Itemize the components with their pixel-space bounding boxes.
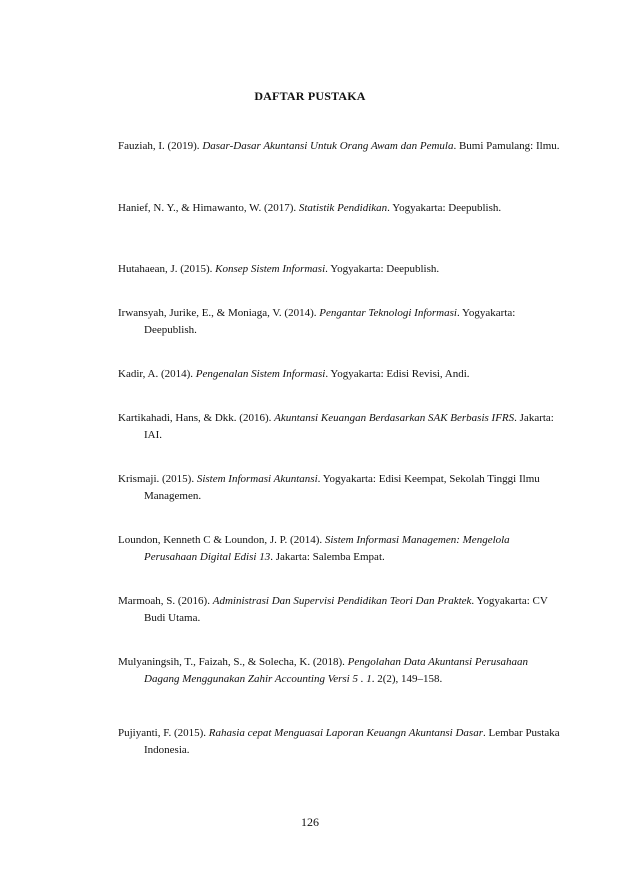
reference-title: Sistem Informasi Managemen: Mengelola Perusahaan Digital Edisi 13: [144, 534, 510, 563]
reference-title: Dasar-Dasar Akuntansi Untuk Orang Awam dan Pemula: [202, 140, 454, 152]
reference-authors-year: Pujiyanti, F. (2015).: [118, 727, 209, 739]
reference-authors-year: Mulyaningsih, T., Faizah, S., & Solecha, K. (2018).: [118, 656, 348, 668]
reference-entry: [118, 410, 564, 444]
reference-authors-year: Hutahaean, J. (2015).: [118, 263, 216, 275]
reference-authors-year: Loundon, Kenneth C & Loundon, J. P. (2014).: [118, 534, 325, 546]
reference-title: Administrasi Dan Supervisi Pendidikan Teori Dan Praktek: [212, 595, 472, 607]
reference-title: Statistik Pendidikan: [298, 202, 388, 214]
reference-publisher: . Yogyakarta: CV Budi Utama.: [144, 595, 548, 624]
reference-entry: [118, 200, 564, 217]
reference-entry: [118, 261, 564, 278]
page-title: DAFTAR PUSTAKA: [254, 89, 366, 103]
reference-publisher: . Yogyakarta: Deepublish.: [144, 307, 516, 336]
reference-entry: [118, 593, 564, 627]
reference-publisher: . Yogyakarta: Edisi Keempat, Sekolah Tinggi Ilmu Managemen.: [144, 473, 540, 502]
reference-entry: [118, 725, 564, 759]
reference-publisher: . Lembar Pustaka Indonesia.: [144, 727, 560, 756]
reference-authors-year: Kadir, A. (2014).: [118, 368, 196, 380]
reference-authors-year: Fauziah, I. (2019).: [118, 140, 203, 152]
reference-title: Pengenalan Sistem Informasi: [195, 368, 326, 380]
reference-authors-year: Irwansyah, Jurike, E., & Moniaga, V. (2014).: [118, 307, 320, 319]
reference-publisher: . Bumi Pamulang: Ilmu.: [453, 140, 560, 152]
reference-publisher: . Yogyakarta: Deepublish.: [387, 202, 502, 214]
reference-publisher: . 2(2), 149–158.: [371, 673, 443, 685]
reference-authors-year: Kartikahadi, Hans, & Dkk. (2016).: [118, 412, 275, 424]
reference-publisher: . Jakarta: IAI.: [144, 412, 554, 441]
reference-entry: [118, 305, 564, 339]
reference-title: Akuntansi Keuangan Berdasarkan SAK Berbasis IFRS: [274, 412, 515, 424]
reference-entry: [118, 654, 564, 688]
reference-entry: [118, 366, 564, 383]
reference-authors-year: Hanief, N. Y., & Himawanto, W. (2017).: [118, 202, 299, 214]
reference-entry: [118, 471, 564, 505]
reference-publisher: . Jakarta: Salemba Empat.: [270, 551, 385, 563]
reference-title: Pengantar Teknologi Informasi: [319, 307, 457, 319]
reference-publisher: . Yogyakarta: Deepublish.: [325, 263, 440, 275]
reference-publisher: . Yogyakarta: Edisi Revisi, Andi.: [325, 368, 470, 380]
reference-entry: [118, 138, 564, 155]
reference-authors-year: Krismaji. (2015).: [118, 473, 197, 485]
reference-title: Rahasia cepat Menguasai Laporan Keuangn Akuntansi Dasar: [208, 727, 483, 739]
reference-title: Pengolahan Data Akuntansi Perusahaan Dagang Menggunakan Zahir Accounting Versi 5 . 1: [144, 656, 529, 685]
reference-entry: [118, 532, 564, 566]
reference-title: Sistem Informasi Akuntansi: [196, 473, 318, 485]
reference-title: Konsep Sistem Informasi: [215, 263, 326, 275]
page-number: 126: [301, 815, 319, 829]
reference-authors-year: Marmoah, S. (2016).: [118, 595, 213, 607]
